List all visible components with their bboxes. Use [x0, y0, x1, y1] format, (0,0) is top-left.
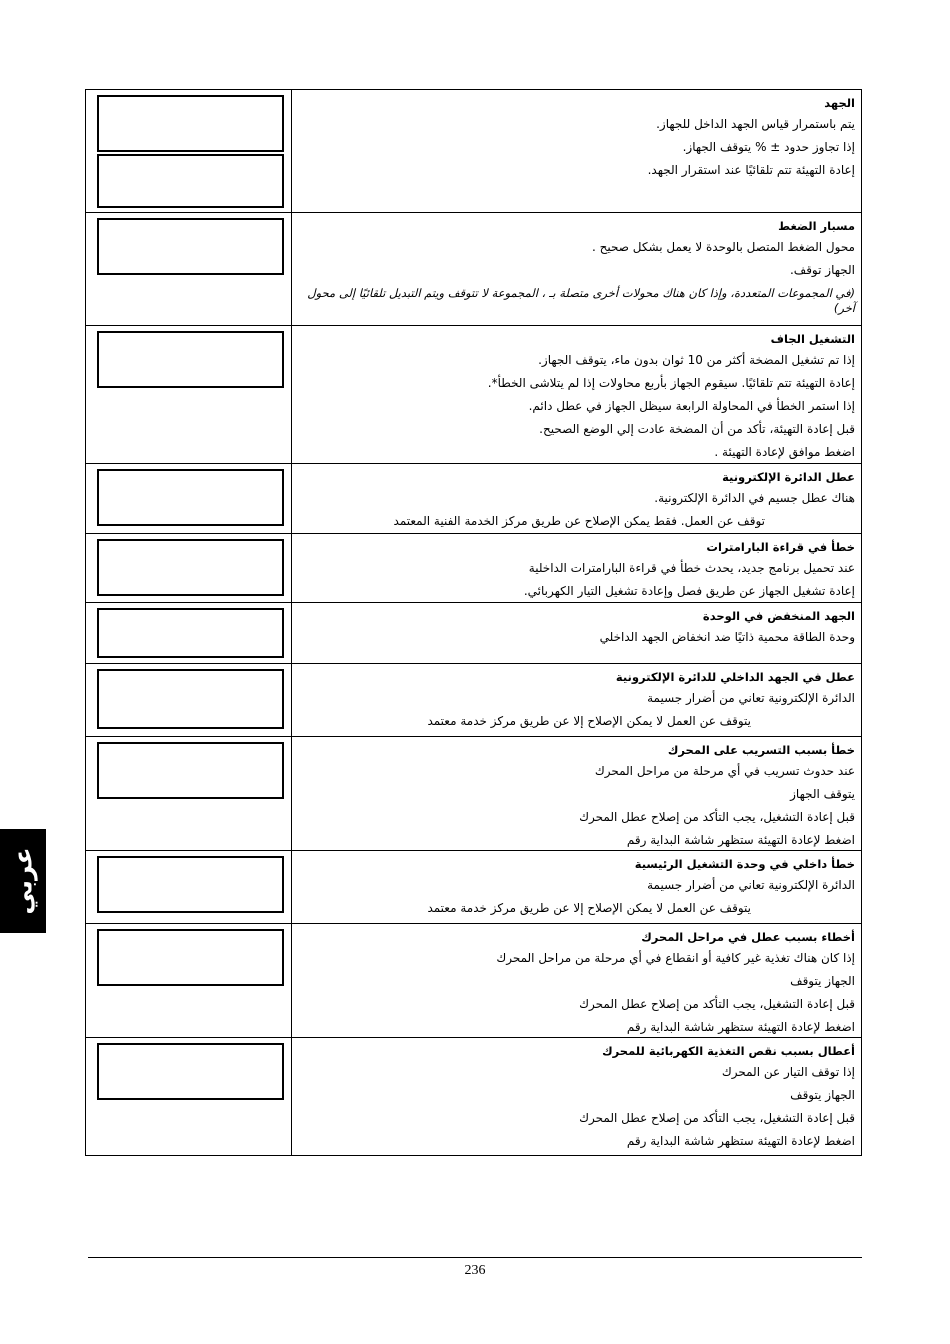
display-screen-image — [97, 608, 284, 658]
display-column — [86, 924, 292, 1037]
text-line: الجهاز توقف. — [789, 263, 855, 277]
text-line: يتوقف الجهاز — [790, 787, 855, 801]
table-row — [86, 1038, 861, 1155]
description-cell — [292, 1038, 861, 1155]
section-title: عطل الدائرة الإلكترونية — [722, 470, 855, 484]
section-title: أخطاء بسبب عطل في مراحل المحرك — [641, 930, 855, 944]
description-cell — [292, 737, 861, 850]
description-cell — [292, 534, 861, 602]
text-line: توقف عن العمل. فقط يمكن الإصلاح عن طريق مركز الخدمة الفنية المعتمد — [393, 514, 765, 528]
display-screen-image — [97, 469, 284, 526]
description-cell — [292, 90, 861, 212]
display-column — [86, 851, 292, 923]
text-line: إذا تم تشغيل المضخة أكثر من 10 ثوان بدون ماء، يتوقف الجهاز. — [538, 353, 855, 367]
display-screen-image — [97, 331, 284, 388]
section-title: أعطال بسبب نقص التغذية الكهربائية للمحرك — [602, 1044, 855, 1058]
text-line: هناك عطل جسيم في الدائرة الإلكترونية. — [654, 491, 855, 505]
text-line: يتم باستمرار قياس الجهد الداخل للجهاز. — [656, 117, 855, 131]
text-line: الجهاز يتوقف — [790, 1088, 855, 1102]
text-line: قبل إعادة التشغيل، يجب التأكد من إصلاح عطل المحرك — [579, 997, 855, 1011]
language-side-tab — [0, 829, 46, 933]
text-line: الدائرة الإلكترونية تعاني من أضرار جسيمة — [647, 878, 855, 892]
display-screen-image — [97, 218, 284, 275]
table-row — [86, 534, 861, 603]
page-number: 236 — [464, 1263, 486, 1278]
table-row — [86, 90, 861, 213]
footer-divider — [88, 1257, 862, 1258]
display-column — [86, 326, 292, 463]
text-line: قبل إعادة التشغيل، يجب التأكد من إصلاح عطل المحرك — [579, 1111, 855, 1125]
section-title: التشغيل الجاف — [770, 332, 855, 346]
display-column — [86, 90, 292, 212]
text-line: اضغط لإعادة التهيئة ستظهر شاشة البداية رقم — [626, 833, 855, 847]
section-title: الجهد المنخفض في الوحدة — [702, 609, 855, 623]
text-line: يتوقف عن العمل لا يمكن الإصلاح إلا عن طريق مركز خدمة معتمد — [427, 901, 751, 915]
table-row — [86, 664, 861, 737]
section-title: عطل في الجهد الداخلي للدائرة الإلكترونية — [615, 670, 855, 684]
text-line: إذا توقف التيار عن المحرك — [721, 1065, 855, 1079]
table-row — [86, 464, 861, 534]
text-line: اضغط لإعادة التهيئة ستظهر شاشة البداية رقم — [626, 1134, 855, 1148]
display-column — [86, 534, 292, 602]
text-line: إعادة تشغيل الجهاز عن طريق فصل وإعادة تشغيل التيار الكهربائي. — [523, 584, 855, 598]
description-cell — [292, 326, 861, 463]
display-column — [86, 1038, 292, 1155]
table-row — [86, 603, 861, 664]
display-screen-image — [97, 669, 284, 729]
text-line: الجهاز يتوقف — [790, 974, 855, 988]
text-line: يتوقف عن العمل لا يمكن الإصلاح إلا عن طريق مركز خدمة معتمد — [427, 714, 751, 728]
display-screen-image — [97, 539, 284, 596]
text-line: قبل إعادة التشغيل، يجب التأكد من إصلاح عطل المحرك — [579, 810, 855, 824]
section-title: الجهد — [824, 96, 855, 110]
table-row — [86, 326, 861, 464]
text-line: عند حدوث تسريب في أي مرحلة من مراحل المحرك — [594, 764, 855, 778]
language-tab-label: عربي — [8, 847, 38, 915]
text-line: الدائرة الإلكترونية تعاني من أضرار جسيمة — [647, 691, 855, 705]
text-line: اضغط موافق لإعادة التهيئة . — [714, 445, 855, 459]
text-line: عند تحميل برنامج جديد، يحدث خطأ في قراءة البارامترات الداخلية — [528, 561, 855, 575]
display-screen-image — [97, 742, 284, 799]
display-screen-image — [97, 856, 284, 913]
note-text: (في المجموعات المتعددة، وإذا كان هناك محولات أخرى متصلة بـ ، المجموعة لا تتوقف ويتم التبديل تلقائيًا إلى محول آخر) — [307, 286, 855, 315]
description-cell — [292, 924, 861, 1037]
section-title: خطأ داخلي في وحدة التشغيل الرئيسية — [634, 857, 855, 871]
display-screen-image — [97, 929, 284, 986]
display-screen-image — [97, 1043, 284, 1100]
text-line: اضغط لإعادة التهيئة ستظهر شاشة البداية رقم — [626, 1020, 855, 1034]
text-line: وحدة الطاقة محمية ذاتيًا ضد انخفاض الجهد الداخلي — [599, 630, 855, 644]
description-cell — [292, 464, 861, 533]
text-line: محول الضغط المتصل بالوحدة لا يعمل بشكل صحيح . — [592, 240, 855, 254]
text-line: إعادة التهيئة تتم تلقائيًا عند استقرار الجهد. — [647, 163, 855, 177]
text-line: قبل إعادة التهيئة، تأكد من أن المضخة عادت إلي الوضع الصحيح. — [539, 422, 855, 436]
text-line: إعادة التهيئة تتم تلقائيًا. سيقوم الجهاز بأربع محاولات إذا لم يتلاشى الخطأ*. — [487, 376, 855, 390]
display-column — [86, 737, 292, 850]
display-column — [86, 213, 292, 325]
display-column — [86, 603, 292, 663]
text-line: إذا استمر الخطأ في المحاولة الرابعة سيظل الجهاز في عطل دائم. — [528, 399, 855, 413]
table-row — [86, 924, 861, 1038]
display-column — [86, 664, 292, 736]
display-screen-image — [97, 154, 284, 208]
text-line: إذا تجاوز حدود ± % يتوقف الجهاز. — [682, 140, 855, 154]
table-row — [86, 737, 861, 851]
display-screen-image — [97, 95, 284, 152]
section-title: خطأ بسبب التسريب على المحرك — [667, 743, 855, 757]
table-row — [86, 213, 861, 326]
text-line: إذا كان هناك تغذية غير كافية أو انقطاع في أي مرحلة من مراحل المحرك — [496, 951, 855, 965]
table-row — [86, 851, 861, 924]
section-title: مسبار الضغط — [778, 219, 855, 233]
display-column — [86, 464, 292, 533]
description-cell — [292, 851, 861, 923]
description-cell — [292, 603, 861, 663]
description-cell — [292, 213, 861, 325]
section-title: خطأ في قراءة البارامترات — [706, 540, 855, 554]
error-table — [85, 89, 862, 1156]
description-cell — [292, 664, 861, 736]
